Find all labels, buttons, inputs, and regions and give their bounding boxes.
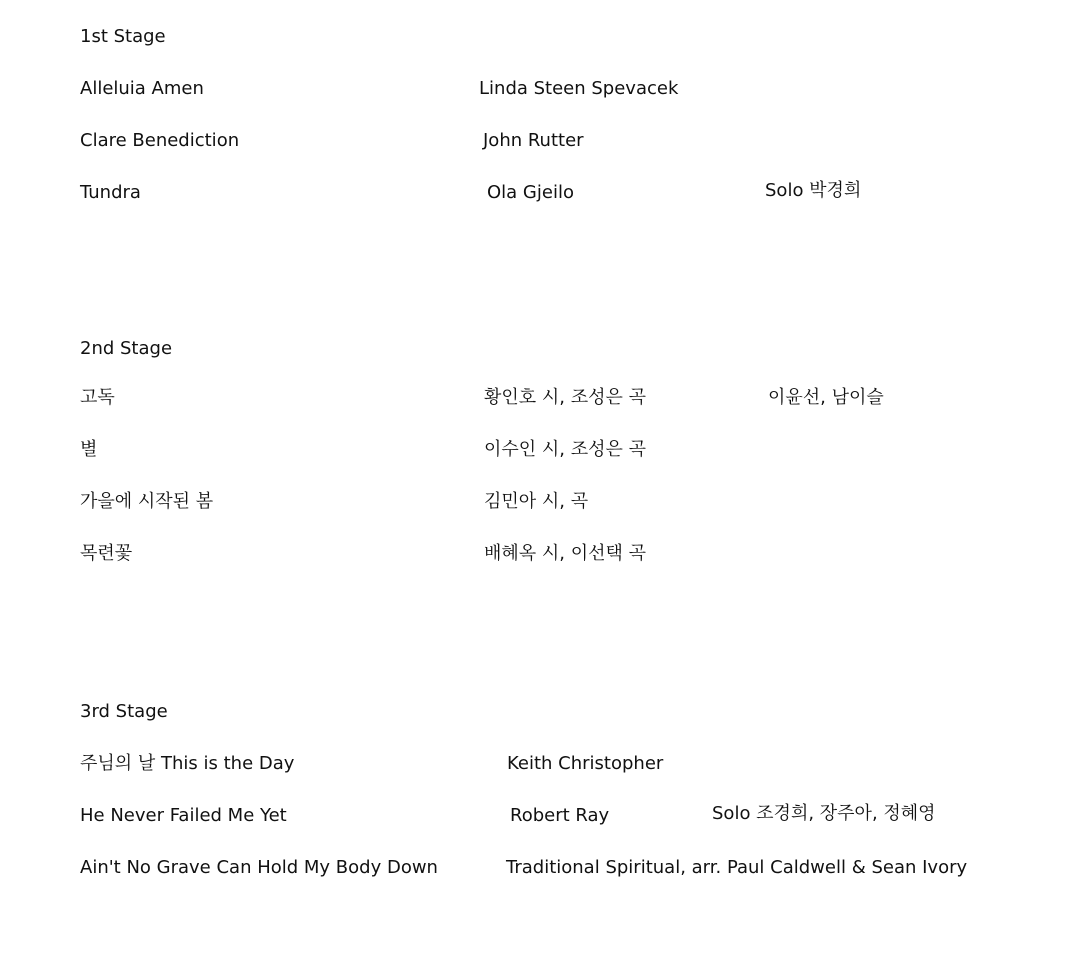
piece-title: 별 (80, 439, 98, 460)
piece-title: 가을에 시작된 봄 (80, 491, 214, 512)
piece-title: Ain't No Grave Can Hold My Body Down (80, 857, 438, 878)
piece-title: Clare Benediction (80, 130, 240, 151)
piece-title: Alleluia Amen (80, 78, 204, 99)
stage-title-2: 2nd Stage (80, 338, 173, 359)
piece-composer: 황인호 시, 조성은 곡 (484, 387, 646, 408)
piece-title: He Never Failed Me Yet (80, 805, 287, 826)
piece-composer: Keith Christopher (507, 753, 664, 774)
piece-composer: 김민아 시, 곡 (484, 491, 589, 512)
piece-title: 목련꽃 (80, 543, 133, 564)
stage-title-3: 3rd Stage (80, 701, 168, 722)
piece-title: 주님의 날 This is the Day (80, 753, 295, 774)
piece-composer: Linda Steen Spevacek (479, 78, 679, 99)
piece-note: 이윤선, 남이슬 (768, 387, 884, 408)
piece-note: Solo 박경희 (765, 180, 862, 201)
piece-composer: 배혜옥 시, 이선택 곡 (484, 543, 646, 564)
piece-note: Solo 조경희, 장주아, 정혜영 (712, 803, 936, 824)
piece-title: 고독 (80, 387, 115, 408)
piece-composer: John Rutter (483, 130, 584, 151)
piece-composer: Traditional Spiritual, arr. Paul Caldwell & Sean Ivory (506, 857, 968, 878)
piece-composer: Ola Gjeilo (487, 182, 574, 203)
piece-composer: 이수인 시, 조성은 곡 (484, 439, 646, 460)
stage-title-1: 1st Stage (80, 26, 166, 47)
piece-composer: Robert Ray (510, 805, 610, 826)
piece-title: Tundra (80, 182, 141, 203)
